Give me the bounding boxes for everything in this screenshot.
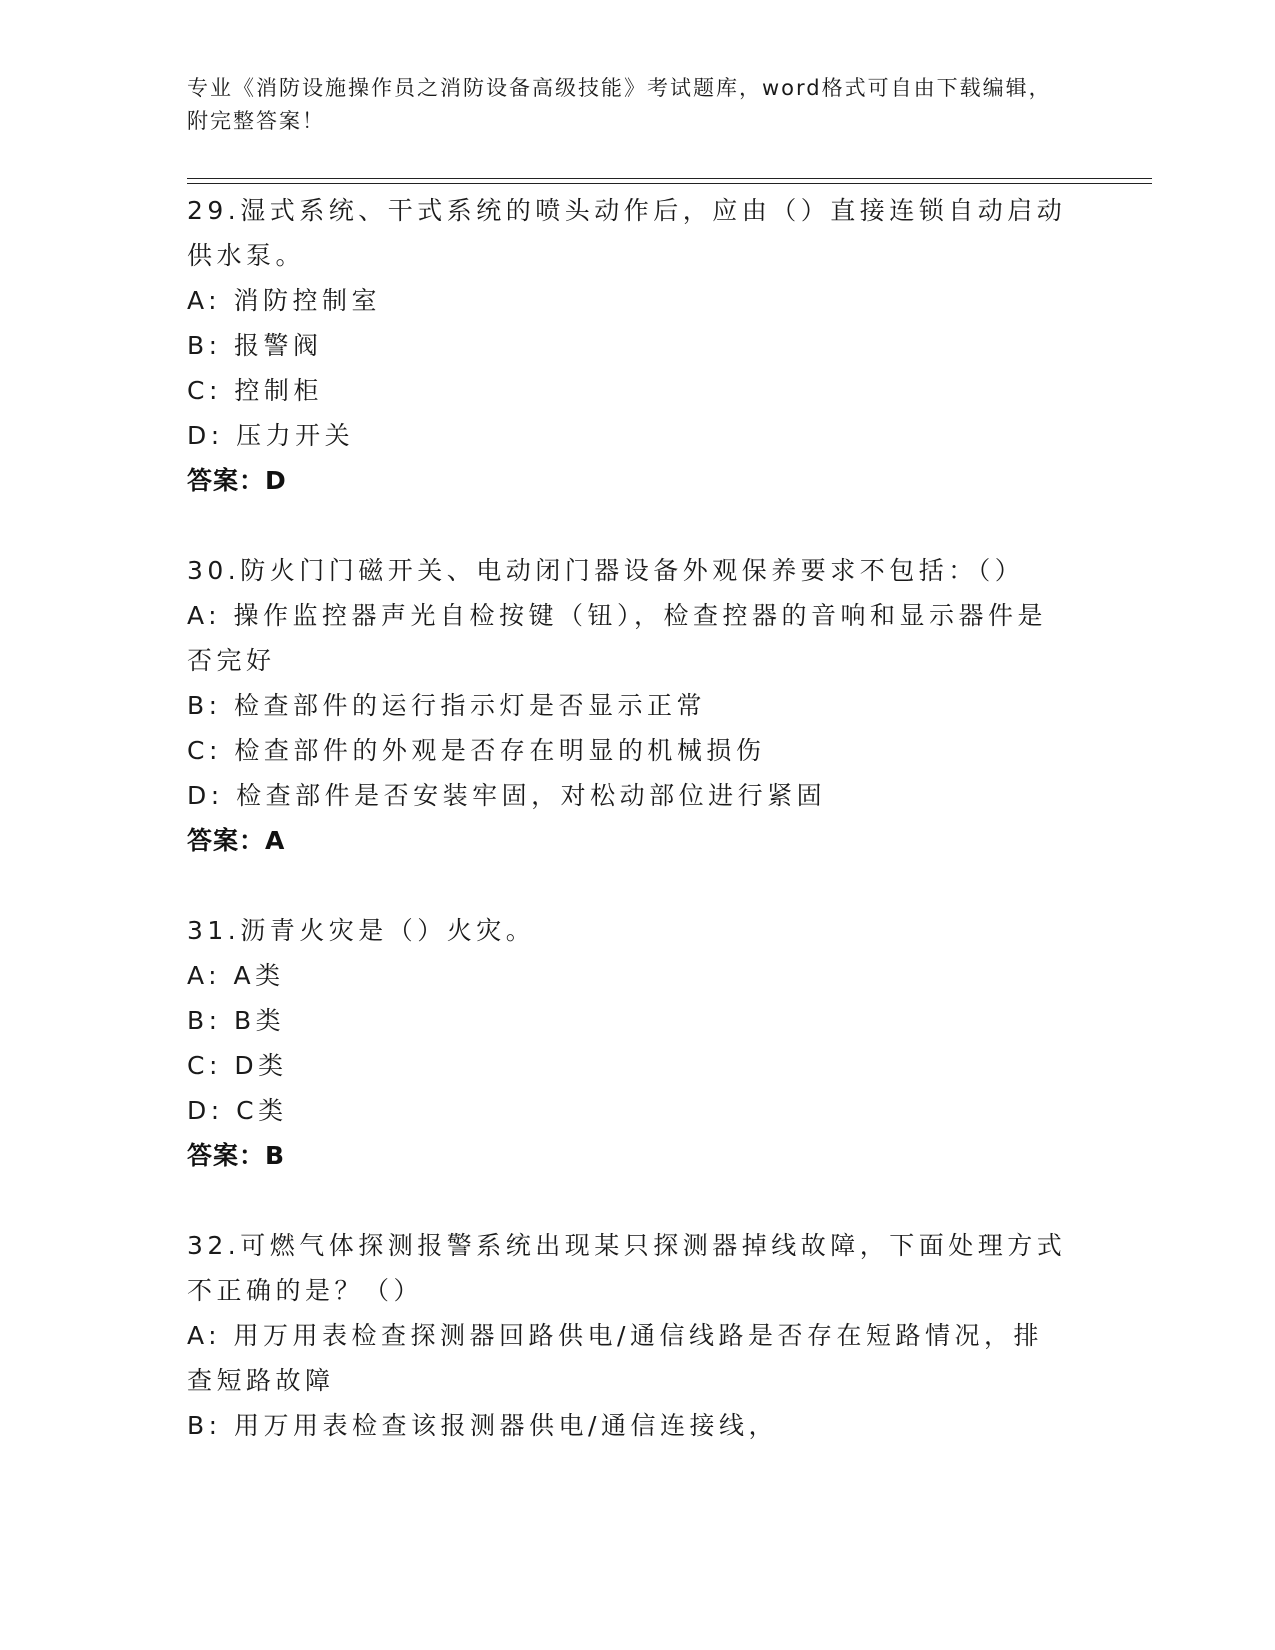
option-b: B: 用万用表检查该报测器供电/通信连接线， bbox=[187, 1411, 778, 1440]
header-divider-top bbox=[187, 178, 1152, 179]
option-b: B: 检查部件的运行指示灯是否显示正常 bbox=[187, 691, 707, 720]
spacer bbox=[187, 503, 1087, 548]
option-b: B: B类 bbox=[187, 1006, 286, 1035]
option-a: A: A类 bbox=[187, 961, 285, 990]
question-stem: 30.防火门门磁开关、电动闭门器设备外观保养要求不包括：（） bbox=[187, 556, 1025, 585]
question-stem: 32.可燃气体探测报警系统出现某只探测器掉线故障，下面处理方式不正确的是？（） bbox=[187, 1231, 1067, 1305]
question-32 bbox=[187, 1223, 1087, 1448]
option-a: A: 用万用表检查探测器回路供电/通信线路是否存在短路情况，排查短路故障 bbox=[187, 1321, 1043, 1395]
option-d: D: 压力开关 bbox=[187, 421, 355, 450]
option-a: A: 消防控制室 bbox=[187, 286, 382, 315]
question-29 bbox=[187, 188, 1087, 503]
answer-line: 答案：D bbox=[187, 466, 287, 495]
option-d: D: C类 bbox=[187, 1096, 288, 1125]
document-header: 专业《消防设施操作员之消防设备高级技能》考试题库，word格式可自由下载编辑，附完整答案！ bbox=[187, 76, 1052, 133]
spacer bbox=[187, 1178, 1087, 1223]
question-30 bbox=[187, 548, 1087, 863]
question-stem: 29.湿式系统、干式系统的喷头动作后，应由（）直接连锁自动启动供水泵。 bbox=[187, 196, 1067, 270]
option-a: A: 操作监控器声光自检按键（钮），检查控器的音响和显示器件是否完好 bbox=[187, 601, 1048, 675]
answer-line: 答案：A bbox=[187, 826, 286, 855]
question-list bbox=[187, 188, 1087, 1448]
header-divider-bottom bbox=[187, 183, 1152, 184]
option-c: C: D类 bbox=[187, 1051, 288, 1080]
option-b: B: 报警阀 bbox=[187, 331, 323, 360]
answer-line: 答案：B bbox=[187, 1141, 286, 1170]
option-c: C: 检查部件的外观是否存在明显的机械损伤 bbox=[187, 736, 766, 765]
question-stem: 31.沥青火灾是（）火灾。 bbox=[187, 916, 536, 945]
option-d: D: 检查部件是否安装牢固，对松动部位进行紧固 bbox=[187, 781, 827, 810]
question-31 bbox=[187, 908, 1087, 1178]
spacer bbox=[187, 863, 1087, 908]
option-c: C: 控制柜 bbox=[187, 376, 323, 405]
